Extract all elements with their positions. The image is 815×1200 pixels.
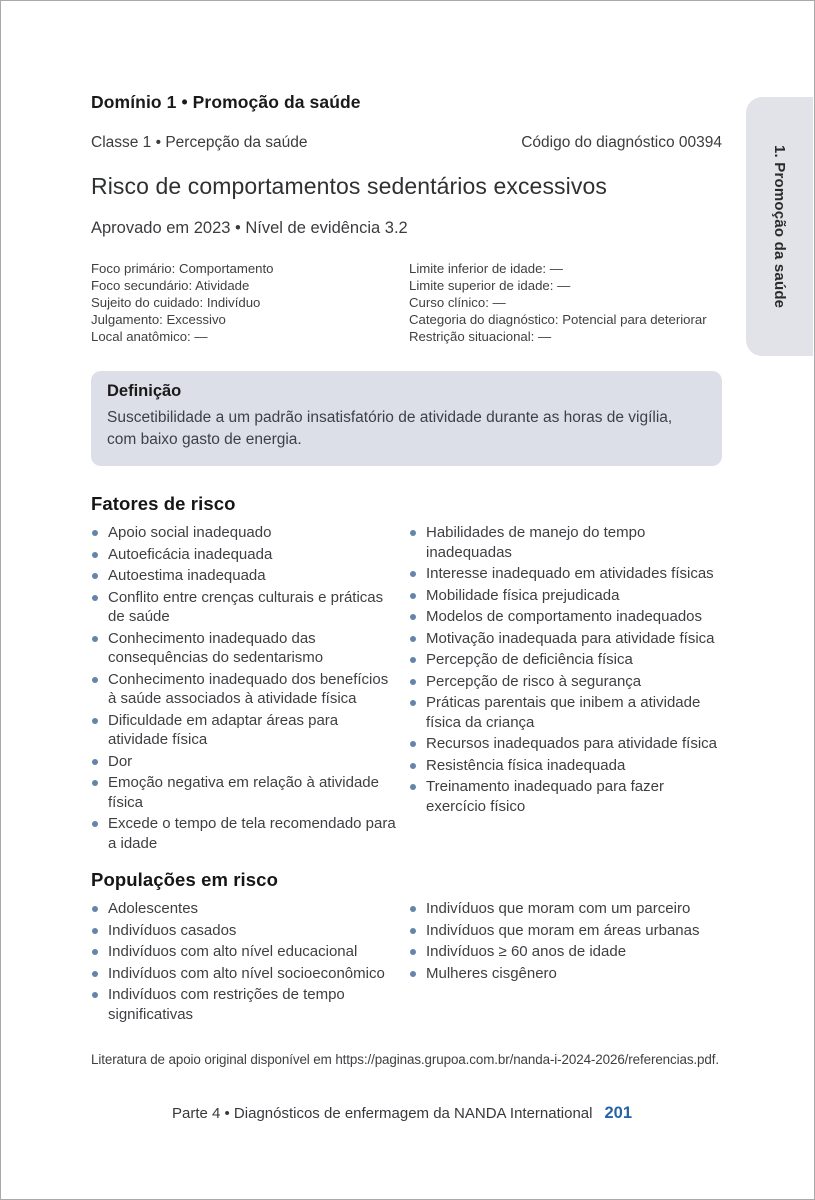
definition-box: [91, 371, 722, 466]
metadata-left-column: [91, 260, 399, 345]
metadata-item: Sujeito do cuidado: Indivíduo: [91, 295, 261, 310]
list-item: Conhecimento inadequado das consequências do sedentarismo: [91, 629, 399, 668]
risk-factors-heading: Fatores de risco: [91, 493, 236, 514]
risk-factors-left-list: [91, 523, 399, 855]
list-item: Dificuldade em adaptar áreas para atividade física: [91, 711, 399, 750]
populations-right-list: [409, 899, 722, 1026]
list-item: Percepção de deficiência física: [409, 650, 722, 670]
metadata-item: Limite inferior de idade: —: [409, 261, 563, 276]
list-item: Indivíduos ≥ 60 anos de idade: [409, 942, 722, 962]
list-item: Excede o tempo de tela recomendado para a idade: [91, 814, 399, 853]
list-item: Mobilidade física prejudicada: [409, 586, 722, 606]
list-item: Percepção de risco à segurança: [409, 672, 722, 692]
list-item: Indivíduos com alto nível socioeconômico: [91, 964, 399, 984]
list-item: Autoestima inadequada: [91, 566, 399, 586]
list-item: Resistência física inadequada: [409, 756, 722, 776]
populations-heading: Populações em risco: [91, 869, 278, 890]
domain-heading: Domínio 1 • Promoção da saúde: [91, 92, 361, 112]
page-content: [91, 1, 722, 1199]
class-label: Classe 1 • Percepção da saúde: [91, 134, 308, 151]
populations-columns: [91, 899, 722, 1026]
populations-left-list: [91, 899, 399, 1026]
approval-line: Aprovado em 2023 • Nível de evidência 3.2: [91, 219, 408, 237]
definition-text: Suscetibilidade a um padrão insatisfatório de atividade durante as horas de vigília, com baixo gasto de energia.: [107, 409, 673, 448]
chapter-tab-label: 1. Promoção da saúde: [771, 144, 788, 309]
metadata-item: Local anatômico: —: [91, 329, 208, 344]
list-item: Conflito entre crenças culturais e práticas de saúde: [91, 588, 399, 627]
metadata-right-column: [409, 260, 722, 345]
list-item: Indivíduos que moram com um parceiro: [409, 899, 722, 919]
definition-heading: Definição: [107, 382, 182, 400]
list-item: Habilidades de manejo do tempo inadequadas: [409, 523, 722, 562]
list-item: Indivíduos com alto nível educacional: [91, 942, 399, 962]
list-item: Indivíduos casados: [91, 921, 399, 941]
diagnosis-code: Código do diagnóstico 00394: [521, 134, 722, 151]
list-item: Dor: [91, 752, 399, 772]
list-item: Indivíduos com restrições de tempo significativas: [91, 985, 399, 1024]
list-item: Motivação inadequada para atividade física: [409, 629, 722, 649]
metadata-item: Categoria do diagnóstico: Potencial para deteriorar: [409, 312, 707, 327]
metadata-item: Foco primário: Comportamento: [91, 261, 274, 276]
list-item: Mulheres cisgênero: [409, 964, 722, 984]
metadata-block: [91, 260, 722, 345]
literature-note: Literatura de apoio original disponível em https://paginas.grupoa.com.br/nanda-i-2024-2026/referencias.pdf.: [91, 1052, 719, 1067]
list-item: Apoio social inadequado: [91, 523, 399, 543]
list-item: Conhecimento inadequado dos benefícios à saúde associados à atividade física: [91, 670, 399, 709]
footer-text: Parte 4 • Diagnósticos de enfermagem da NANDA International: [171, 1105, 593, 1122]
page-number: 201: [604, 1104, 632, 1122]
metadata-item: Julgamento: Excessivo: [91, 312, 226, 327]
metadata-item: Foco secundário: Atividade: [91, 278, 250, 293]
metadata-item: Restrição situacional: —: [409, 329, 552, 344]
risk-factors-right-list: [409, 523, 722, 855]
list-item: Treinamento inadequado para fazer exercício físico: [409, 777, 722, 816]
list-item: Adolescentes: [91, 899, 399, 919]
metadata-item: Curso clínico: —: [409, 295, 506, 310]
list-item: Interesse inadequado em atividades físicas: [409, 564, 722, 584]
metadata-item: Limite superior de idade: —: [409, 278, 571, 293]
list-item: Autoeficácia inadequada: [91, 545, 399, 565]
list-item: Emoção negativa em relação à atividade física: [91, 773, 399, 812]
chapter-tab: [746, 97, 813, 356]
list-item: Modelos de comportamento inadequados: [409, 607, 722, 627]
list-item: Indivíduos que moram em áreas urbanas: [409, 921, 722, 941]
risk-factors-columns: [91, 523, 722, 855]
diagnosis-title: Risco de comportamentos sedentários excessivos: [91, 173, 607, 199]
page-footer: [1, 1104, 632, 1123]
list-item: Práticas parentais que inibem a atividade física da criança: [409, 693, 722, 732]
class-row: [91, 134, 722, 152]
list-item: Recursos inadequados para atividade física: [409, 734, 722, 754]
